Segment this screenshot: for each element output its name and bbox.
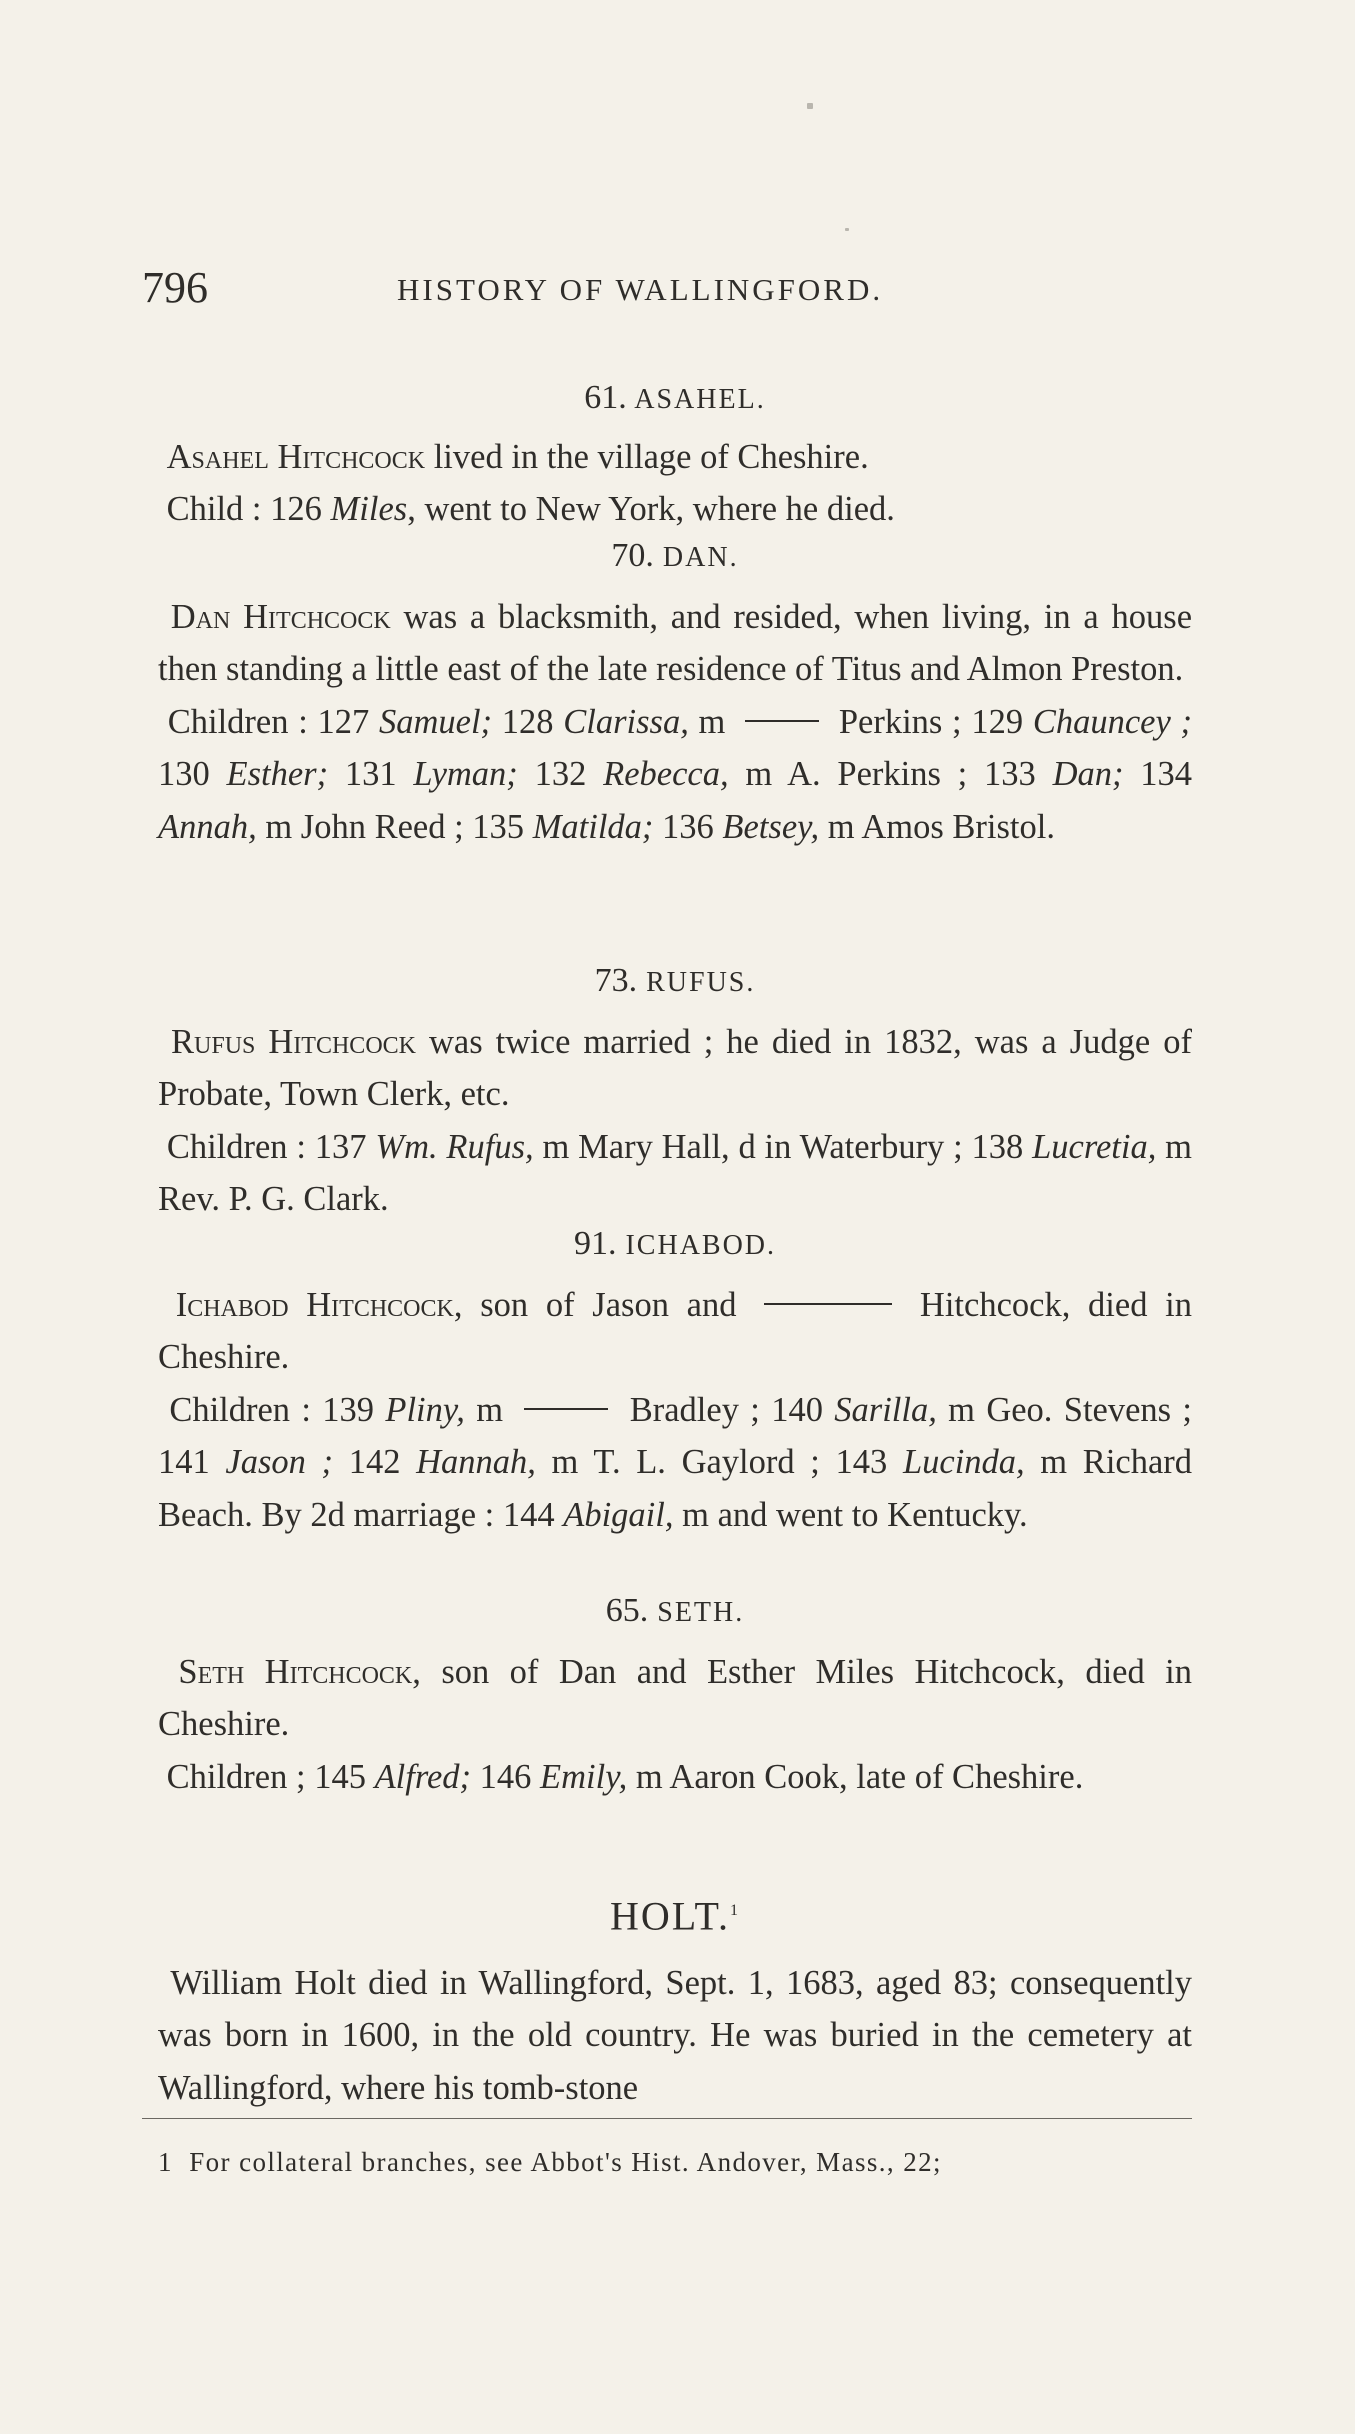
- section-rufus: [158, 955, 1192, 1226]
- blank-dash: [524, 1408, 608, 1410]
- paragraph: Asahel Hitchcock lived in the village of Cheshire.: [166, 437, 869, 476]
- footnote-marker: 1: [730, 1902, 740, 1919]
- paragraph: Children : 127 Samuel; 128 Clarissa, m Perkins ; 129 Chauncey ; 130 Esther; 131 Lyman; 132 Rebecca, m A. Perkins ; 133 Dan; 134 Annah, m John Reed ; 135 Matilda; 136 Betsey, m Amos Bristol.: [158, 702, 1193, 846]
- paragraph: Children : 139 Pliny, m Bradley ; 140 Sarilla, m Geo. Stevens ; 141 Jason ; 142 Hannah, m T. L. Gaylord ; 143 Lucinda, m Richard Beach. By 2d marriage : 144 Abigail, m and went to Kentucky.: [158, 1390, 1193, 1534]
- section-holt: [158, 1885, 1192, 2114]
- footnote-text: For collateral branches, see Abbot's Hist. Andover, Mass., 22;: [189, 2147, 942, 2177]
- section-dan: [158, 530, 1192, 853]
- section-heading: 65. SETH.: [605, 1592, 745, 1629]
- paragraph: Children ; 145 Alfred; 146 Emily, m Aaron Cook, late of Cheshire.: [166, 1757, 1084, 1796]
- paragraph: Seth Hitchcock, son of Dan and Esther Miles Hitchcock, died in Cheshire.: [158, 1652, 1192, 1743]
- paragraph: William Holt died in Wallingford, Sept. 1, 1683, aged 83; consequently was born in 1600, in the old country. He was buried in the cemetery at Wallingford, where his tomb-stone: [158, 1963, 1193, 2107]
- print-speck: [807, 103, 813, 109]
- footnote-number: 1: [158, 2147, 173, 2177]
- page-number: 796: [142, 263, 208, 312]
- paragraph: Rufus Hitchcock was twice married ; he died in 1832, was a Judge of Probate, Town Clerk, etc.: [158, 1022, 1192, 1113]
- section-ichabod: [158, 1218, 1192, 1541]
- footnote-divider: [142, 2118, 1192, 2119]
- section-title: HOLT.$^1$: [610, 1893, 740, 1939]
- person-name: Rufus Hitchcock: [171, 1022, 416, 1061]
- blank-dash: [745, 720, 819, 722]
- section-asahel: [158, 372, 1192, 536]
- paragraph: Ichabod Hitchcock, son of Jason and Hitchcock, died in Cheshire.: [158, 1285, 1192, 1376]
- section-heading: 70. DAN.: [611, 537, 739, 574]
- running-head: HISTORY OF WALLINGFORD.: [397, 272, 884, 307]
- person-name: Ichabod Hitchcock,: [175, 1285, 463, 1324]
- section-seth: [158, 1585, 1192, 1803]
- paragraph: Children : 137 Wm. Rufus, m Mary Hall, d in Waterbury ; 138 Lucretia, m Rev. P. G. Clark.: [158, 1127, 1192, 1218]
- blank-dash: [764, 1303, 892, 1305]
- footnote: [158, 2147, 1192, 2178]
- person-name: Asahel Hitchcock: [166, 437, 426, 476]
- section-heading: 61. ASAHEL.: [584, 379, 766, 416]
- paragraph: Dan Hitchcock was a blacksmith, and resided, when living, in a house then standing a little east of the late residence of Titus and Almon Preston.: [158, 597, 1193, 688]
- paragraph: Child : 126 Miles, went to New York, where he died.: [166, 490, 895, 528]
- print-speck: [845, 228, 849, 231]
- person-name: Seth Hitchcock,: [178, 1652, 421, 1691]
- person-name: Dan Hitchcock: [170, 597, 391, 636]
- section-heading: 73. RUFUS.: [594, 962, 756, 999]
- section-heading: 91. ICHABOD.: [573, 1225, 777, 1262]
